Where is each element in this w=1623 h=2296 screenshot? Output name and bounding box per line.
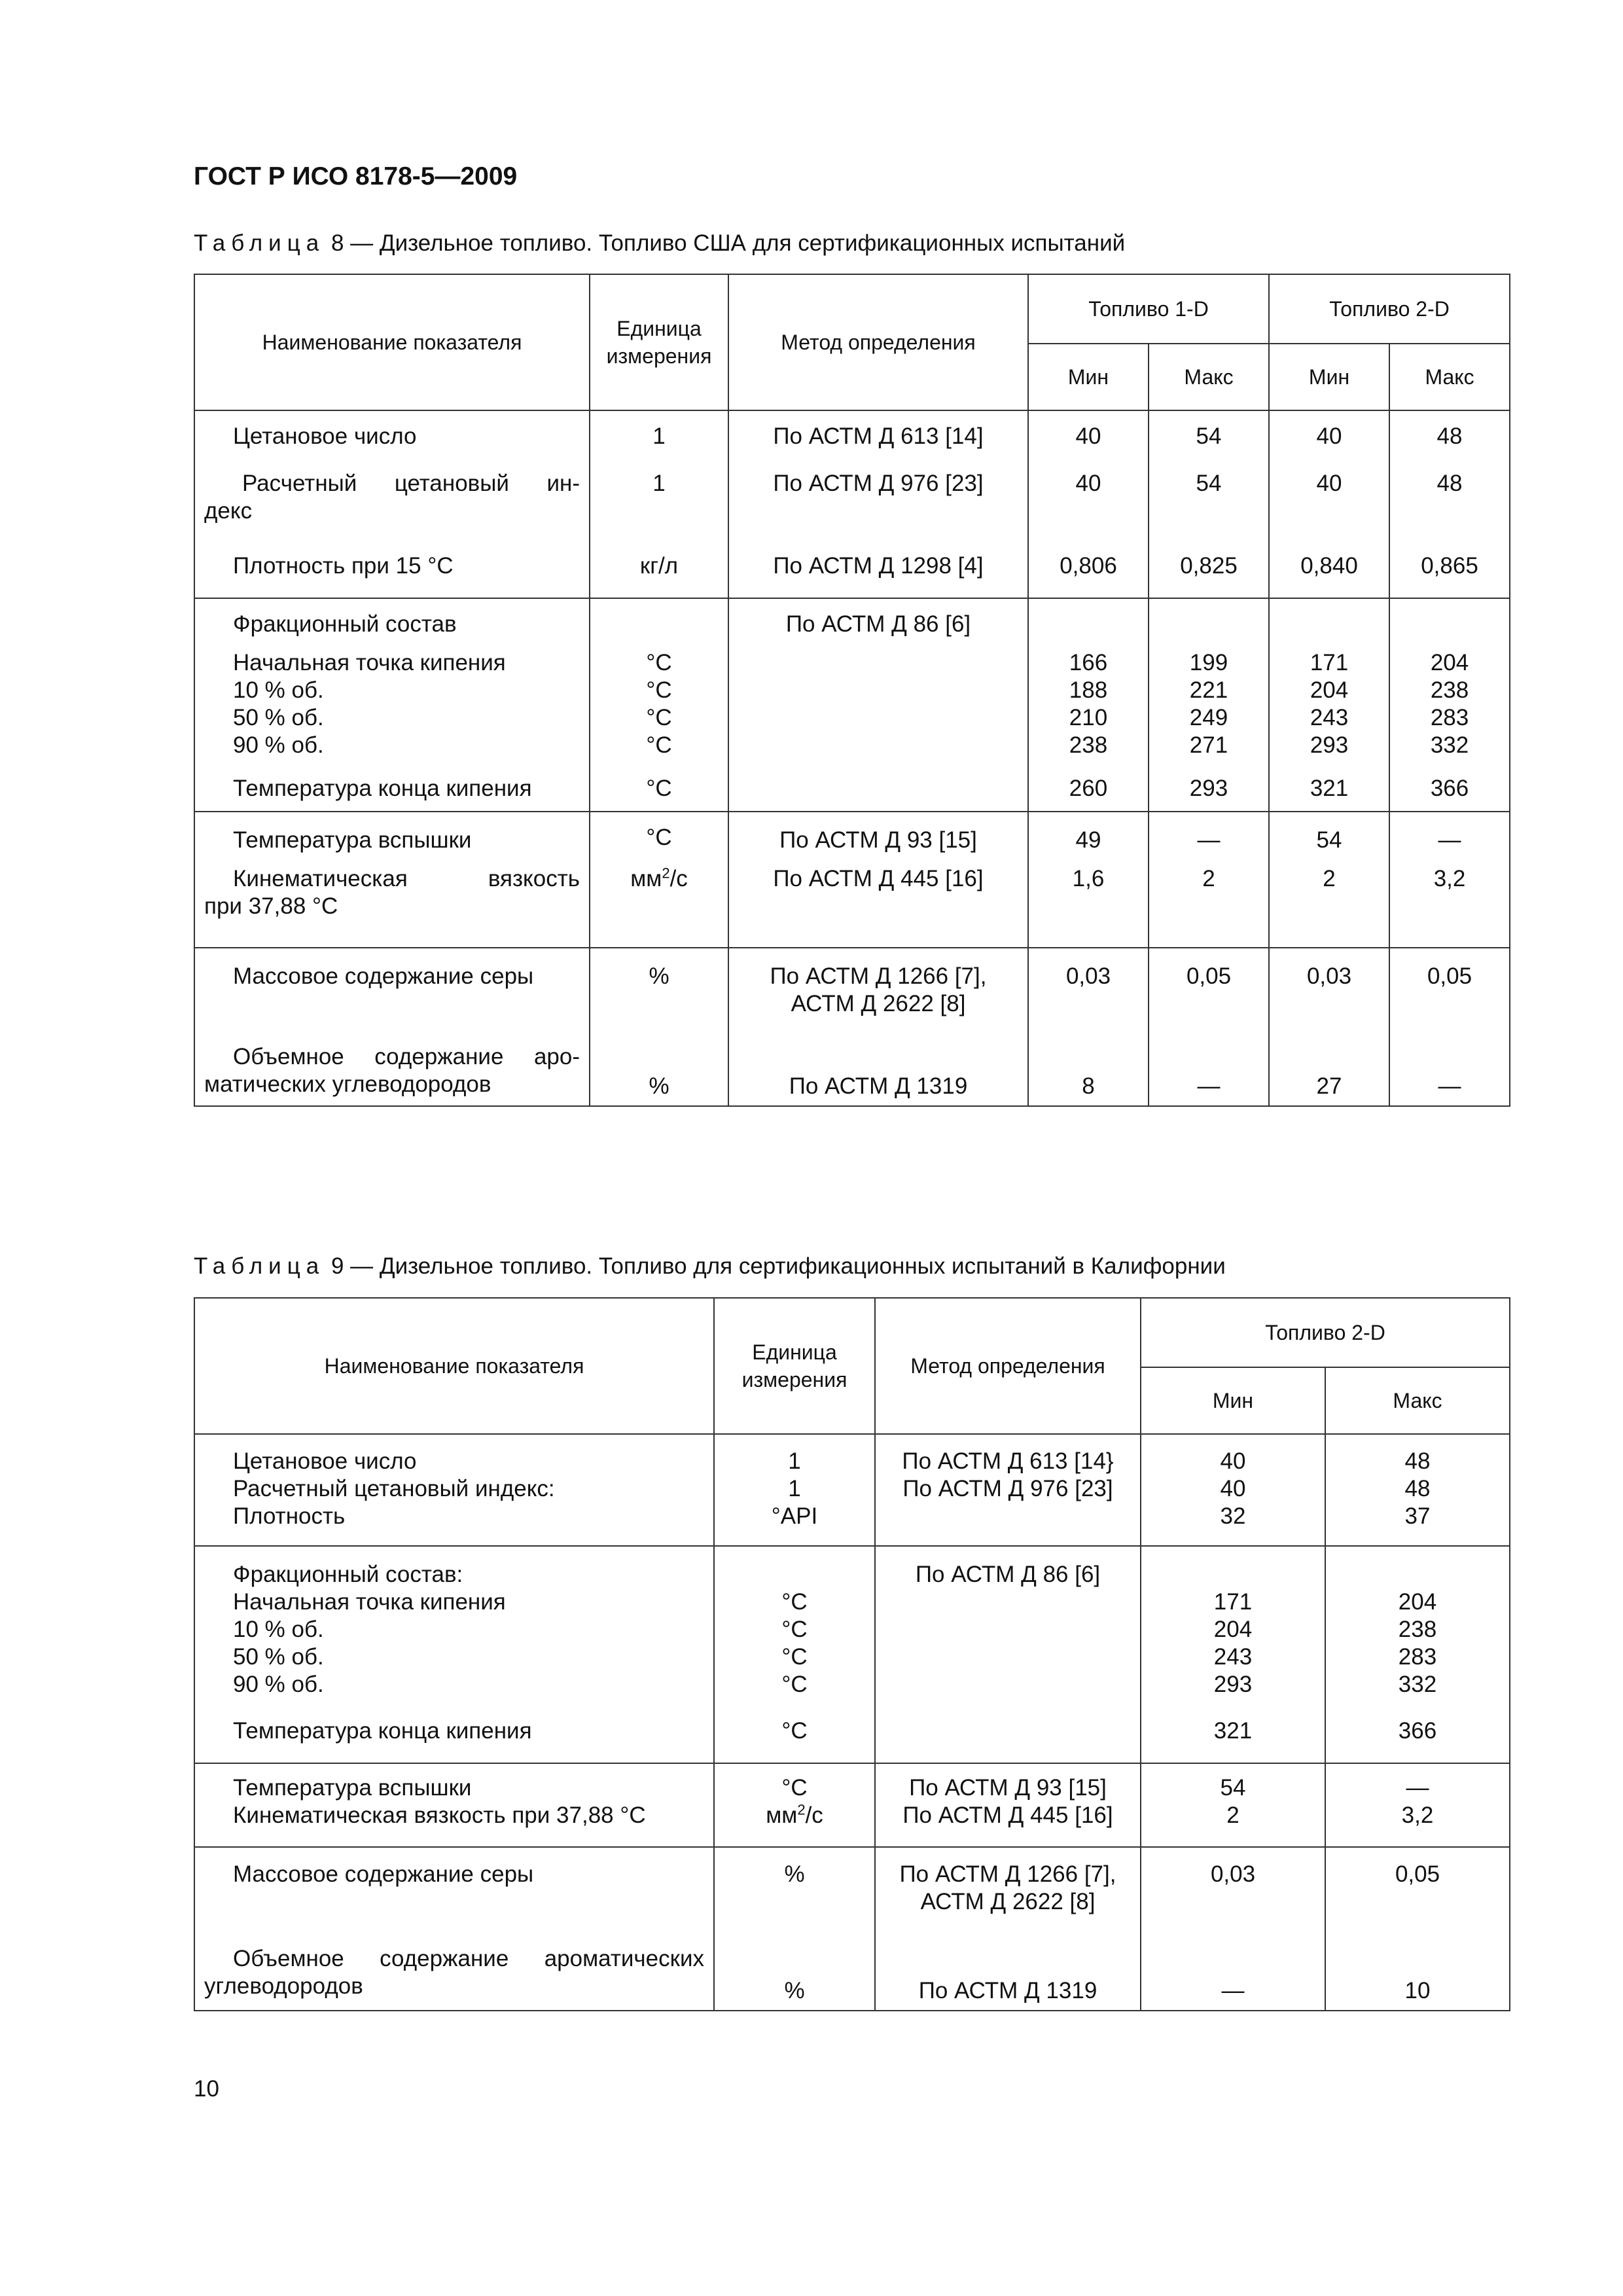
row-name: Фракционный состав	[194, 598, 590, 649]
table8-header-name: Наименование показателя	[194, 274, 590, 410]
table-row	[194, 1546, 1510, 1717]
row-name: Фракционный состав: Начальная точка кипения 10 % об. 50 % об. 90 % об.	[194, 1546, 714, 1717]
value-cell: 49	[1028, 812, 1149, 865]
value-cell: 0,03	[1141, 1847, 1325, 1945]
value-cell: 3,2	[1389, 865, 1510, 948]
row-method: По АСТМ Д 1319	[875, 1945, 1141, 2011]
row-method: По АСТМ Д 1266 [7], АСТМ Д 2622 [8]	[728, 948, 1028, 1043]
value-cell: —	[1149, 1043, 1269, 1106]
row-method: По АСТМ Д 86 [6]	[875, 1546, 1141, 1717]
table-row	[194, 1847, 1510, 1945]
table8-header-fuel2: Топливо 2-D	[1269, 274, 1510, 344]
table-row	[194, 552, 1510, 598]
value-cell: 0,840	[1269, 552, 1389, 598]
table9-header-method: Метод определения	[875, 1298, 1141, 1434]
table9-caption-word: Таблица	[194, 1253, 325, 1279]
table9-header-fuel2: Топливо 2-D	[1141, 1298, 1510, 1367]
row-name-line: при 37,88 °С	[204, 893, 338, 919]
row-method: По АСТМ Д 445 [16]	[728, 865, 1028, 948]
row-unit: °С °С °С °С	[714, 1546, 875, 1717]
table-row	[194, 470, 1510, 552]
row-unit: %	[590, 948, 728, 1043]
table9-caption-text: 9 — Дизельное топливо. Топливо для сертификационных испытаний в Калифорнии	[330, 1253, 1226, 1279]
row-method: По АСТМ Д 1298 [4]	[728, 552, 1028, 598]
table8-header-min: Мин	[1269, 344, 1389, 410]
table8-header-max: Макс	[1149, 344, 1269, 410]
table-row	[194, 775, 1510, 812]
value-cell: 40	[1028, 415, 1149, 470]
row-unit: %	[590, 1043, 728, 1106]
row-method: По АСТМ Д 93 [15]	[728, 812, 1028, 865]
table-row	[194, 812, 1510, 865]
row-name	[194, 1763, 714, 1847]
table9-header-name: Наименование показателя	[194, 1298, 714, 1434]
row-name-line: Объемное содержание аро-	[233, 1044, 580, 1069]
unit-sup: 2	[797, 1801, 806, 1818]
table8-header-max: Макс	[1389, 344, 1510, 410]
value-cell: 54 2	[1141, 1763, 1325, 1847]
row-method: По АСТМ Д 86 [6]	[728, 598, 1028, 649]
value-cell: — 3,2	[1325, 1763, 1510, 1847]
unit-base: мм	[766, 1803, 798, 1828]
row-method: По АСТМ Д 1266 [7], АСТМ Д 2622 [8]	[875, 1847, 1141, 1945]
row-name-line: декс	[204, 498, 253, 524]
row-name: Массовое содержание серы	[194, 948, 590, 1043]
value-cell: 166 188 210 238	[1028, 649, 1149, 775]
value-cell: 0,05	[1149, 948, 1269, 1043]
row-unit: 1	[590, 470, 728, 552]
row-unit: 1 1 °API	[714, 1439, 875, 1546]
row-name-line: углеводородов	[204, 1973, 363, 1999]
value-cell: 0,806	[1028, 552, 1149, 598]
value-cell: 48	[1389, 470, 1510, 552]
row-name: Массовое содержание серы	[194, 1847, 714, 1945]
row-name-line: матических углеводородов	[204, 1071, 491, 1097]
value-cell: 0,03	[1269, 948, 1389, 1043]
row-name	[194, 1945, 714, 2011]
table8-caption-word: Таблица	[194, 230, 325, 256]
value-cell: —	[1389, 1043, 1510, 1106]
value-cell: —	[1149, 812, 1269, 865]
row-name: Цетановое число	[194, 415, 590, 470]
table-row	[194, 1763, 1510, 1847]
table9-header-max: Макс	[1325, 1367, 1510, 1434]
value-cell: 204 238 283 332	[1389, 649, 1510, 775]
row-unit: °С °С °С °С	[590, 649, 728, 775]
value-cell: 2	[1269, 865, 1389, 948]
document-code: ГОСТ Р ИСО 8178-5—2009	[194, 162, 518, 190]
table9-caption	[194, 1253, 1226, 1280]
value-cell: 2	[1149, 865, 1269, 948]
value-cell: 54	[1149, 415, 1269, 470]
value-cell: —	[1389, 812, 1510, 865]
row-unit	[714, 1763, 875, 1847]
value-cell: 40 40 32	[1141, 1439, 1325, 1546]
row-name	[194, 470, 590, 552]
value-cell: 27	[1269, 1043, 1389, 1106]
table-row	[194, 598, 1510, 649]
row-name-line: Кинематическая вязкость при 37,88 °С	[233, 1803, 646, 1828]
value-cell: 260	[1028, 775, 1149, 812]
table8-caption	[194, 230, 1125, 257]
value-cell: 0,05	[1325, 1847, 1510, 1945]
value-cell: 0,05	[1389, 948, 1510, 1043]
value-cell: 1,6	[1028, 865, 1149, 948]
row-name-line: Температура вспышки	[233, 1775, 472, 1801]
page-number: 10	[194, 2076, 219, 2102]
row-name-line: Кинематическая вязкость	[233, 866, 580, 891]
unit-line: °С	[781, 1775, 808, 1801]
row-unit: %	[714, 1847, 875, 1945]
value-cell: 293	[1149, 775, 1269, 812]
row-name: Цетановое число Расчетный цетановый индекс: Плотность	[194, 1439, 714, 1546]
table8-header-fuel1: Топливо 1-D	[1028, 274, 1269, 344]
value-cell: 321	[1141, 1717, 1325, 1763]
value-cell: 8	[1028, 1043, 1149, 1106]
row-name-line: Объемное содержание ароматических	[233, 1946, 704, 1971]
value-cell: 40	[1028, 470, 1149, 552]
row-name: Температура конца кипения	[194, 775, 590, 812]
row-method: По АСТМ Д 976 [23]	[728, 470, 1028, 552]
unit-line	[724, 1802, 865, 1829]
table-row	[194, 865, 1510, 948]
unit-base: мм	[630, 866, 662, 891]
value-cell: 204 238 283 332	[1325, 1546, 1510, 1717]
row-method: По АСТМ Д 1319	[728, 1043, 1028, 1106]
value-cell: 366	[1389, 775, 1510, 812]
table8-caption-text: 8 — Дизельное топливо. Топливо США для сертификационных испытаний	[330, 230, 1126, 256]
value-cell: 48 48 37	[1325, 1439, 1510, 1546]
table8	[194, 274, 1510, 1107]
unit-tail: /с	[805, 1803, 823, 1828]
row-name: Температура конца кипения	[194, 1717, 714, 1763]
row-unit: °С	[590, 775, 728, 812]
value-cell: 0,865	[1389, 552, 1510, 598]
row-name: Плотность при 15 °С	[194, 552, 590, 598]
value-cell: 321	[1269, 775, 1389, 812]
row-unit: °С	[714, 1717, 875, 1763]
value-cell: 54	[1269, 812, 1389, 865]
table-row	[194, 1717, 1510, 1763]
value-cell: 40	[1269, 415, 1389, 470]
table-row	[194, 1945, 1510, 2011]
row-name: Начальная точка кипения 10 % об. 50 % об. 90 % об.	[194, 649, 590, 775]
table9	[194, 1297, 1510, 2011]
table8-header-min: Мин	[1028, 344, 1149, 410]
unit-sup: 2	[662, 865, 670, 882]
table9-header-unit: Единица измерения	[714, 1298, 875, 1434]
table8-header-unit: Единица измерения	[590, 274, 728, 410]
row-unit: кг/л	[590, 552, 728, 598]
row-name	[194, 865, 590, 948]
row-unit: 1	[590, 415, 728, 470]
row-unit: °С	[590, 812, 728, 865]
row-unit: %	[714, 1945, 875, 2011]
row-unit	[590, 865, 728, 948]
value-cell: 171 204 243 293	[1269, 649, 1389, 775]
table-row	[194, 415, 1510, 470]
value-cell: —	[1141, 1945, 1325, 2011]
value-cell: 0,825	[1149, 552, 1269, 598]
table-row	[194, 1439, 1510, 1546]
value-cell: 366	[1325, 1717, 1510, 1763]
value-cell: 0,03	[1028, 948, 1149, 1043]
row-name-line: Расчетный цетановый ин-	[242, 471, 580, 496]
row-method: По АСТМ Д 613 [14} По АСТМ Д 976 [23]	[875, 1439, 1141, 1546]
table8-header-method: Метод определения	[728, 274, 1028, 410]
row-name: Температура вспышки	[194, 812, 590, 865]
table-row	[194, 948, 1510, 1043]
table-row	[194, 649, 1510, 775]
value-cell: 48	[1389, 415, 1510, 470]
table9-header-min: Мин	[1141, 1367, 1325, 1434]
value-cell: 171 204 243 293	[1141, 1546, 1325, 1717]
row-name	[194, 1043, 590, 1106]
value-cell: 54	[1149, 470, 1269, 552]
unit-tail: /с	[669, 866, 688, 891]
value-cell: 199 221 249 271	[1149, 649, 1269, 775]
value-cell: 10	[1325, 1945, 1510, 2011]
row-method: По АСТМ Д 613 [14]	[728, 415, 1028, 470]
row-method: По АСТМ Д 93 [15] По АСТМ Д 445 [16]	[875, 1763, 1141, 1847]
table-row	[194, 1043, 1510, 1106]
value-cell: 40	[1269, 470, 1389, 552]
